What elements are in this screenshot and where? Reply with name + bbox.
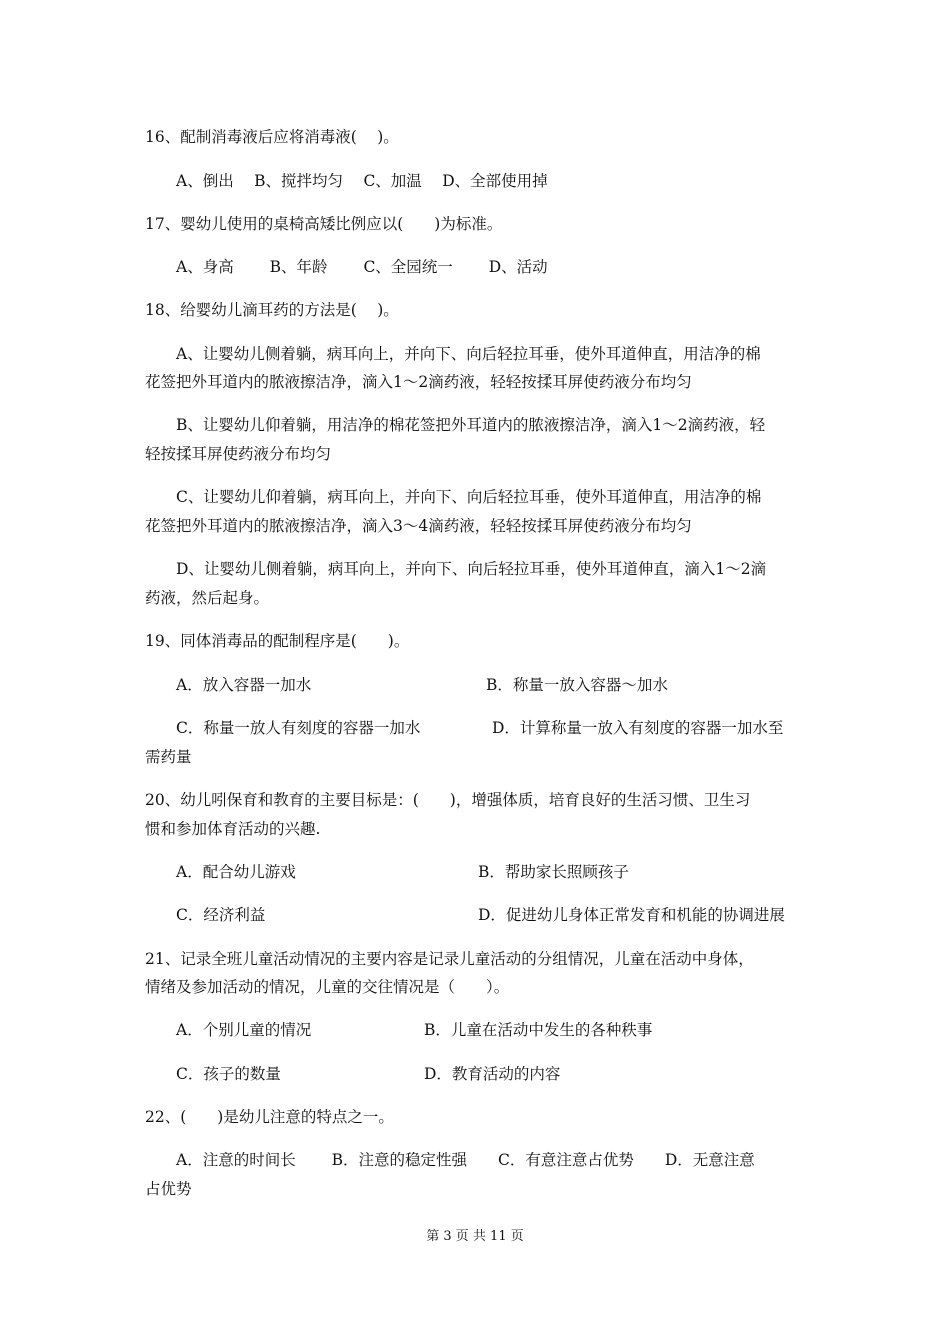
question-18-option-d-line2: 药液，然后起身。	[145, 589, 270, 607]
question-21-stem-line2: 情绪及参加活动的情况，儿童的交往情况是（ ）。	[145, 978, 510, 996]
question-19-option-a: A．放入容器一加水	[176, 676, 312, 694]
question-16-options: A、倒出 B、搅拌均匀 C、加温 D、全部使用掉	[176, 172, 548, 190]
question-21-option-d: D．教育活动的内容	[424, 1065, 561, 1083]
question-19-option-d-line2: 需药量	[145, 748, 192, 766]
question-19-stem: 19、同体消毒品的配制程序是( )。	[145, 632, 410, 650]
question-19-option-c: C．称量一放人有刻度的容器一加水	[176, 719, 421, 737]
question-21-stem-line1: 21、记录全班儿童活动情况的主要内容是记录儿童活动的分组情况，儿童在活动中身体，	[145, 950, 754, 968]
question-19-option-d-line1: D．计算称量一放入有刻度的容器一加水至	[492, 719, 784, 737]
question-21-option-c: C．孩子的数量	[176, 1065, 281, 1083]
question-22-options-line1: A．注意的时间长 B．注意的稳定性强 C．有意注意占优势 D．无意注意	[176, 1151, 755, 1169]
question-18-stem: 18、给婴幼儿滴耳药的方法是( )。	[145, 301, 399, 319]
question-18-option-b-line1: B、让婴幼儿仰着躺，用洁净的棉花签把外耳道内的脓液擦洁净，滴入1～2滴药液，轻	[176, 416, 766, 434]
question-17-stem: 17、婴幼儿使用的桌椅高矮比例应以( )为标准。	[145, 215, 503, 233]
question-18-option-a-line2: 花签把外耳道内的脓液擦洁净，滴入1～2滴药液，轻轻按揉耳屏使药液分布均匀	[145, 373, 692, 391]
question-21-option-a: A．个别儿童的情况	[176, 1021, 312, 1039]
question-18-option-c-line1: C、让婴幼儿仰着躺，病耳向上，并向下、向后轻拉耳垂，使外耳道伸直，用洁净的棉	[176, 488, 762, 506]
question-20-option-a: A．配合幼儿游戏	[176, 863, 296, 881]
question-22-options-line2: 占优势	[145, 1180, 192, 1198]
question-17-options: A、身高 B、年龄 C、全园统一 D、活动	[176, 258, 548, 276]
question-18-option-b-line2: 轻按揉耳屏使药液分布均匀	[145, 445, 332, 463]
question-18-option-d-line1: D、让婴幼儿侧着躺，病耳向上，并向下、向后轻拉耳垂，使外耳道伸直，滴入1～2滴	[176, 560, 767, 578]
question-16-stem: 16、配制消毒液后应将消毒液( )。	[145, 128, 399, 146]
question-20-option-c: C．经济利益	[176, 906, 266, 924]
question-18-option-c-line2: 花签把外耳道内的脓液擦洁净，滴入3～4滴药液，轻轻按揉耳屏使药液分布均匀	[145, 517, 692, 535]
question-20-stem-line2: 惯和参加体育活动的兴趣.	[145, 820, 321, 838]
question-19-option-b: B．称量一放入容器～加水	[486, 676, 668, 694]
page-number: 第 3 页 共 11 页	[426, 1229, 524, 1244]
question-21-option-b: B．儿童在活动中发生的各种秩事	[424, 1021, 653, 1039]
question-18-option-a-line1: A、让婴幼儿侧着躺，病耳向上，并向下、向后轻拉耳垂，使外耳道伸直，用洁净的棉	[176, 345, 761, 363]
question-20-option-d: D．促进幼儿身体正常发育和机能的协调进展	[478, 906, 785, 924]
question-22-stem: 22、( )是幼儿注意的特点之一。	[145, 1108, 394, 1126]
question-20-option-b: B．帮助家长照顾孩子	[478, 863, 629, 881]
question-20-stem-line1: 20、幼儿吲保育和教育的主要目标是：( )，增强体质，培育良好的生活习惯、卫生习	[145, 791, 751, 809]
